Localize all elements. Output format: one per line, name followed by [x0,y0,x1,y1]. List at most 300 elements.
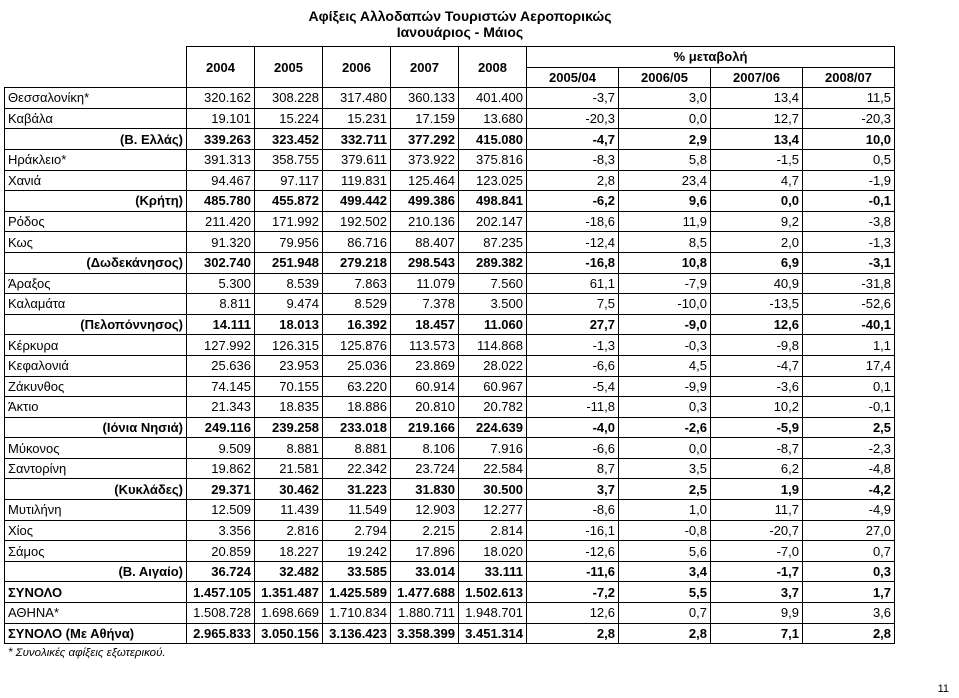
change-value: 3,4 [619,561,711,582]
arrivals-value: 12.509 [187,500,255,521]
change-value: 1,7 [803,582,895,603]
arrivals-value: 15.224 [255,108,323,129]
change-value: -40,1 [803,314,895,335]
change-value: 1,1 [803,335,895,356]
change-value: 0,3 [619,397,711,418]
table-title: Αφίξεις Αλλοδαπών Τουριστών Αεροπορικώς [308,8,612,24]
arrivals-value: 33.585 [323,561,391,582]
change-value: -3,1 [803,252,895,273]
arrivals-value: 12.277 [459,500,527,521]
change-value: 3,0 [619,88,711,109]
change-value: 9,6 [619,191,711,212]
arrivals-value: 13.680 [459,108,527,129]
change-value: -16,8 [527,252,619,273]
arrivals-value: 1.351.487 [255,582,323,603]
change-value: 3,6 [803,603,895,624]
change-value: -9,0 [619,314,711,335]
arrivals-value: 339.263 [187,129,255,150]
row-label: Καλαμάτα [5,294,187,315]
arrivals-value: 375.816 [459,149,527,170]
arrivals-value: 36.724 [187,561,255,582]
row-label: Χίος [5,520,187,541]
arrivals-value: 18.020 [459,541,527,562]
arrivals-value: 11.439 [255,500,323,521]
change-value: -1,3 [803,232,895,253]
arrivals-value: 377.292 [391,129,459,150]
arrivals-value: 91.320 [187,232,255,253]
arrivals-value: 202.147 [459,211,527,232]
arrivals-value: 211.420 [187,211,255,232]
arrivals-value: 279.218 [323,252,391,273]
change-value: 2,9 [619,129,711,150]
change-value: -5,4 [527,376,619,397]
change-value: -1,5 [711,149,803,170]
arrivals-value: 11.060 [459,314,527,335]
change-period-header: 2005/04 [527,67,619,88]
change-value: 27,7 [527,314,619,335]
change-value: 0,7 [619,603,711,624]
change-value: -16,1 [527,520,619,541]
change-value: 4,7 [711,170,803,191]
change-value: 0,5 [803,149,895,170]
change-value: -31,8 [803,273,895,294]
change-value: -11,8 [527,397,619,418]
arrivals-value: 127.992 [187,335,255,356]
table-row [5,500,895,521]
change-value: 2,8 [619,623,711,644]
arrivals-value: 373.922 [391,149,459,170]
arrivals-value: 125.876 [323,335,391,356]
arrivals-value: 8.811 [187,294,255,315]
change-value: -0,3 [619,335,711,356]
arrivals-value: 74.145 [187,376,255,397]
change-value: 2,0 [711,232,803,253]
year-header: 2006 [323,47,391,88]
row-label: ΣΥΝΟΛΟ (Με Αθήνα) [5,623,187,644]
change-value: -2,3 [803,438,895,459]
arrivals-value: 1.508.728 [187,603,255,624]
arrivals-value: 455.872 [255,191,323,212]
change-value: -13,5 [711,294,803,315]
table-row [5,232,895,253]
row-label: (Β. Ελλάς) [5,129,187,150]
table-row [5,149,895,170]
arrivals-value: 224.639 [459,417,527,438]
change-value: 13,4 [711,88,803,109]
arrivals-value: 25.636 [187,355,255,376]
row-label: Ρόδος [5,211,187,232]
change-value: -9,9 [619,376,711,397]
arrivals-value: 1.425.589 [323,582,391,603]
table-row [5,211,895,232]
arrivals-value: 18.227 [255,541,323,562]
table-subtitle: Ιανουάριος - Μάιος [396,24,524,40]
change-value: 11,7 [711,500,803,521]
change-value: -8,7 [711,438,803,459]
table-row [5,438,895,459]
arrivals-value: 498.841 [459,191,527,212]
change-value: -4,7 [711,355,803,376]
row-label: Ηράκλειο* [5,149,187,170]
change-value: -6,2 [527,191,619,212]
row-label: Μυτιλήνη [5,500,187,521]
change-value: 3,7 [711,582,803,603]
header-blank-cell [5,47,187,88]
arrivals-value: 14.111 [187,314,255,335]
arrivals-value: 79.956 [255,232,323,253]
table-row [5,355,895,376]
arrivals-value: 358.755 [255,149,323,170]
arrivals-value: 70.155 [255,376,323,397]
arrivals-value: 18.457 [391,314,459,335]
arrivals-value: 499.386 [391,191,459,212]
table-row [5,294,895,315]
arrivals-value: 17.159 [391,108,459,129]
row-label: Κως [5,232,187,253]
arrivals-value: 7.560 [459,273,527,294]
arrivals-value: 97.117 [255,170,323,191]
table-row [5,458,895,479]
change-value: 0,0 [711,191,803,212]
arrivals-value: 30.462 [255,479,323,500]
change-value: -1,3 [527,335,619,356]
change-value: 1,9 [711,479,803,500]
arrivals-value: 2.814 [459,520,527,541]
row-label: Θεσσαλονίκη* [5,88,187,109]
change-value: 8,7 [527,458,619,479]
arrivals-value: 119.831 [323,170,391,191]
row-label: (Κρήτη) [5,191,187,212]
arrivals-value: 302.740 [187,252,255,273]
arrivals-value: 18.886 [323,397,391,418]
arrivals-value: 1.477.688 [391,582,459,603]
row-label: Καβάλα [5,108,187,129]
row-label: ΣΥΝΟΛΟ [5,582,187,603]
arrivals-value: 11.079 [391,273,459,294]
arrivals-value: 19.242 [323,541,391,562]
arrivals-value: 15.231 [323,108,391,129]
arrivals-value: 401.400 [459,88,527,109]
change-value: 61,1 [527,273,619,294]
change-value: -6,6 [527,355,619,376]
arrivals-value: 33.111 [459,561,527,582]
arrivals-value: 63.220 [323,376,391,397]
arrivals-value: 20.859 [187,541,255,562]
change-value: 6,2 [711,458,803,479]
arrivals-value: 499.442 [323,191,391,212]
row-label: Άραξος [5,273,187,294]
arrivals-value: 23.953 [255,355,323,376]
arrivals-value: 8.539 [255,273,323,294]
arrivals-value: 7.378 [391,294,459,315]
arrivals-value: 19.101 [187,108,255,129]
table-row [5,314,895,335]
change-value: 5,6 [619,541,711,562]
change-value: -1,9 [803,170,895,191]
year-header: 2004 [187,47,255,88]
arrivals-value: 30.500 [459,479,527,500]
change-value: 12,6 [527,603,619,624]
change-value: 2,5 [619,479,711,500]
arrivals-value: 485.780 [187,191,255,212]
arrivals-value: 25.036 [323,355,391,376]
arrivals-value: 86.716 [323,232,391,253]
arrivals-value: 87.235 [459,232,527,253]
change-value: 11,5 [803,88,895,109]
change-value: 27,0 [803,520,895,541]
change-value: 17,4 [803,355,895,376]
table-row [5,541,895,562]
table-row [5,417,895,438]
row-label: (Β. Αιγαίο) [5,561,187,582]
arrivals-value: 360.133 [391,88,459,109]
arrivals-value: 1.710.834 [323,603,391,624]
change-value: -8,6 [527,500,619,521]
table-row [5,252,895,273]
change-value: 12,7 [711,108,803,129]
arrivals-value: 415.080 [459,129,527,150]
change-period-header: 2006/05 [619,67,711,88]
change-value: -7,2 [527,582,619,603]
arrivals-value: 1.457.105 [187,582,255,603]
row-label: Σάμος [5,541,187,562]
change-value: -10,0 [619,294,711,315]
arrivals-value: 114.868 [459,335,527,356]
change-value: 2,8 [803,623,895,644]
change-value: -3,7 [527,88,619,109]
table-row [5,273,895,294]
arrivals-value: 3.451.314 [459,623,527,644]
change-value: -9,8 [711,335,803,356]
change-value: 8,5 [619,232,711,253]
change-value: 10,2 [711,397,803,418]
change-value: -12,4 [527,232,619,253]
arrivals-value: 125.464 [391,170,459,191]
table-row [5,335,895,356]
arrivals-value: 31.830 [391,479,459,500]
arrivals-value: 113.573 [391,335,459,356]
row-label: (Πελοπόννησος) [5,314,187,335]
arrivals-value: 12.903 [391,500,459,521]
change-value: -20,3 [527,108,619,129]
change-value: -8,3 [527,149,619,170]
table-row [5,582,895,603]
arrivals-value: 33.014 [391,561,459,582]
change-value: 11,9 [619,211,711,232]
change-value: -4,2 [803,479,895,500]
arrivals-value: 8.106 [391,438,459,459]
change-value: -1,7 [711,561,803,582]
change-value: -4,9 [803,500,895,521]
change-value: 2,5 [803,417,895,438]
table-row [5,108,895,129]
arrivals-value: 2.816 [255,520,323,541]
change-value: -7,9 [619,273,711,294]
change-value: 23,4 [619,170,711,191]
change-value: 40,9 [711,273,803,294]
change-value: 3,7 [527,479,619,500]
arrivals-value: 22.584 [459,458,527,479]
arrivals-value: 32.482 [255,561,323,582]
row-label: Κεφαλονιά [5,355,187,376]
arrivals-value: 126.315 [255,335,323,356]
arrivals-value: 11.549 [323,500,391,521]
row-label: Χανιά [5,170,187,191]
change-value: -12,6 [527,541,619,562]
change-value: -5,9 [711,417,803,438]
arrivals-value: 20.810 [391,397,459,418]
change-period-header: 2008/07 [803,67,895,88]
arrivals-value: 5.300 [187,273,255,294]
year-header: 2008 [459,47,527,88]
change-value: 2,8 [527,623,619,644]
table-row [5,170,895,191]
arrivals-value: 171.992 [255,211,323,232]
arrivals-value: 18.835 [255,397,323,418]
arrivals-value: 31.223 [323,479,391,500]
arrivals-value: 7.916 [459,438,527,459]
change-value: 10,0 [803,129,895,150]
arrivals-value: 123.025 [459,170,527,191]
change-value: -6,6 [527,438,619,459]
change-value: -0,8 [619,520,711,541]
row-label: ΑΘΗΝΑ* [5,603,187,624]
change-value: -0,1 [803,397,895,418]
arrivals-value: 192.502 [323,211,391,232]
change-value: -3,8 [803,211,895,232]
arrivals-value: 332.711 [323,129,391,150]
arrivals-value: 233.018 [323,417,391,438]
table-row [5,397,895,418]
change-value: 9,2 [711,211,803,232]
arrivals-value: 219.166 [391,417,459,438]
arrivals-value: 239.258 [255,417,323,438]
change-value: -0,1 [803,191,895,212]
arrivals-value: 22.342 [323,458,391,479]
row-label: (Κυκλάδες) [5,479,187,500]
year-header: 2005 [255,47,323,88]
arrivals-value: 210.136 [391,211,459,232]
table-row [5,88,895,109]
arrivals-value: 8.529 [323,294,391,315]
year-header: 2007 [391,47,459,88]
change-value: 13,4 [711,129,803,150]
arrivals-value: 29.371 [187,479,255,500]
change-value: 1,0 [619,500,711,521]
change-value: 0,7 [803,541,895,562]
table-row [5,623,895,644]
arrivals-value: 7.863 [323,273,391,294]
change-value: 10,8 [619,252,711,273]
change-value: 12,6 [711,314,803,335]
arrivals-value: 2.215 [391,520,459,541]
arrivals-value: 19.862 [187,458,255,479]
change-value: -18,6 [527,211,619,232]
arrivals-value: 88.407 [391,232,459,253]
change-value: 3,5 [619,458,711,479]
arrivals-value: 323.452 [255,129,323,150]
arrivals-value: 1.502.613 [459,582,527,603]
arrivals-value: 9.509 [187,438,255,459]
change-value: -20,7 [711,520,803,541]
table-row [5,603,895,624]
change-value: 6,9 [711,252,803,273]
arrivals-value: 23.724 [391,458,459,479]
change-value: 7,1 [711,623,803,644]
arrivals-value: 3.050.156 [255,623,323,644]
change-value: -4,8 [803,458,895,479]
header-row-1 [5,47,895,68]
change-period-header: 2007/06 [711,67,803,88]
arrivals-value: 298.543 [391,252,459,273]
arrivals-value: 60.914 [391,376,459,397]
arrivals-value: 28.022 [459,355,527,376]
change-value: 0,1 [803,376,895,397]
change-value: -4,0 [527,417,619,438]
change-value: -52,6 [803,294,895,315]
change-value: 9,9 [711,603,803,624]
arrivals-value: 1.698.669 [255,603,323,624]
change-value: 0,0 [619,108,711,129]
arrivals-value: 379.611 [323,149,391,170]
change-value: 0,3 [803,561,895,582]
arrivals-value: 8.881 [323,438,391,459]
arrivals-value: 320.162 [187,88,255,109]
change-value: -11,6 [527,561,619,582]
table-row [5,520,895,541]
arrivals-value: 308.228 [255,88,323,109]
arrivals-value: 94.467 [187,170,255,191]
table-row [5,129,895,150]
row-label: (Ιόνια Νησιά) [5,417,187,438]
arrivals-value: 3.358.399 [391,623,459,644]
row-label: (Δωδεκάνησος) [5,252,187,273]
arrivals-value: 2.965.833 [187,623,255,644]
arrivals-value: 3.500 [459,294,527,315]
arrivals-value: 249.116 [187,417,255,438]
table-row [5,479,895,500]
arrivals-value: 18.013 [255,314,323,335]
arrivals-value: 317.480 [323,88,391,109]
change-value: -20,3 [803,108,895,129]
change-value: 0,0 [619,438,711,459]
row-label: Άκτιο [5,397,187,418]
arrivals-value: 17.896 [391,541,459,562]
arrivals-value: 16.392 [323,314,391,335]
arrivals-value: 20.782 [459,397,527,418]
table-row [5,376,895,397]
arrivals-value: 8.881 [255,438,323,459]
change-value: 2,8 [527,170,619,191]
change-value: -2,6 [619,417,711,438]
row-label: Ζάκυνθος [5,376,187,397]
change-value: -7,0 [711,541,803,562]
row-label: Κέρκυρα [5,335,187,356]
arrivals-value: 289.382 [459,252,527,273]
arrivals-value: 23.869 [391,355,459,376]
arrivals-value: 3.136.423 [323,623,391,644]
row-label: Μύκονος [5,438,187,459]
change-value: -3,6 [711,376,803,397]
arrivals-value: 251.948 [255,252,323,273]
arrivals-value: 21.581 [255,458,323,479]
arrivals-value: 3.356 [187,520,255,541]
arrivals-table [4,46,895,644]
table-row [5,561,895,582]
change-value: -4,7 [527,129,619,150]
arrivals-value: 391.313 [187,149,255,170]
arrivals-value: 2.794 [323,520,391,541]
